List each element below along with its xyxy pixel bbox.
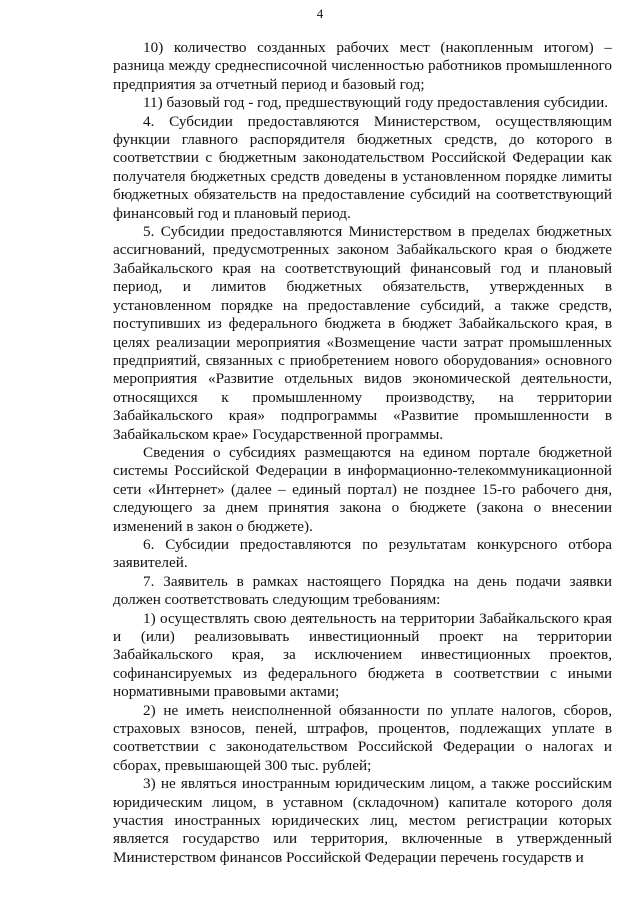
page-number: 4: [316, 6, 324, 21]
paragraph-requirement-3: 3) не являться иностранным юридическим лицом, а также российским юридическим лицом, в уставном (складочном) капитале которого доля участия иностранных юридических лиц, местом регистрации которых является государство или территория, включенные в утвержденный Министерством финансов Российской Федерации перечень государств и: [113, 775, 612, 866]
paragraph-clause-6: 6. Субсидии предоставляются по результатам конкурсного отбора заявителей.: [113, 535, 612, 572]
paragraph-item-10: 10) количество созданных рабочих мест (накопленным итогом) – разница между среднесписочной численностью работников промышленного предприятия за отчетный период и базовый год;: [113, 39, 612, 93]
paragraph-requirement-2: 2) не иметь неисполненной обязанности по уплате налогов, сборов, страховых взносов, пеней, штрафов, процентов, подлежащих уплате в соответствии с законодательством Российской Федерации о налогах и сборах, превышающей 300 тыс. рублей;: [113, 701, 612, 774]
document-body: [113, 39, 612, 867]
paragraph-subsidy-info: Сведения о субсидиях размещаются на едином портале бюджетной системы Российской Федерации в информационно-телекоммуникационной сети «Интернет» (далее – единый портал) не позднее 15-го рабочего дня, следующего за днем принятия закона о бюджете (закона о внесении изменений в закон о бюджете).: [113, 443, 612, 535]
paragraph-item-11: 11) базовый год - год, предшествующий году предоставления субсидии.: [143, 94, 609, 112]
paragraph-clause-7: 7. Заявитель в рамках настоящего Порядка на день подачи заявки должен соответствовать следующим требованиям:: [113, 572, 612, 609]
paragraph-clause-4: 4. Субсидии предоставляются Министерством, осуществляющим функции главного распорядителя бюджетных средств, до которого в соответствии с бюджетным законодательством Российской Федерации как получателя бюджетных средств доведены в установленном порядке лимиты бюджетных обязательств на предоставление субсидий на соответствующий финансовый год и плановый период.: [113, 112, 612, 222]
paragraph-clause-5: 5. Субсидии предоставляются Министерством в пределах бюджетных ассигнований, предусмотренных законом Забайкальского края о бюджете Забайкальского края на соответствующий финансовый год и плановый период, и лимитов бюджетных обязательств, утвержденных в установленном порядке на предоставление субсидий, а также средств, поступивших из федерального бюджета в бюджет Забайкальского края, в целях реализации мероприятия «Возмещение части затрат промышленных предприятий, связанных с приобретением нового оборудования» основного мероприятия «Развитие отдельных видов экономической деятельности, относящихся к промышленному производству, на территории Забайкальского края» подпрограммы «Развитие промышленности в Забайкальском крае» Государственной программы.: [113, 223, 612, 443]
paragraph-requirement-1: 1) осуществлять свою деятельность на территории Забайкальского края и (или) реализовывать инвестиционный проект на территории Забайкальского края, за исключением инвестиционных проектов, софинансируемых из федерального бюджета в соответствии с иными нормативными правовыми актами;: [113, 609, 612, 701]
